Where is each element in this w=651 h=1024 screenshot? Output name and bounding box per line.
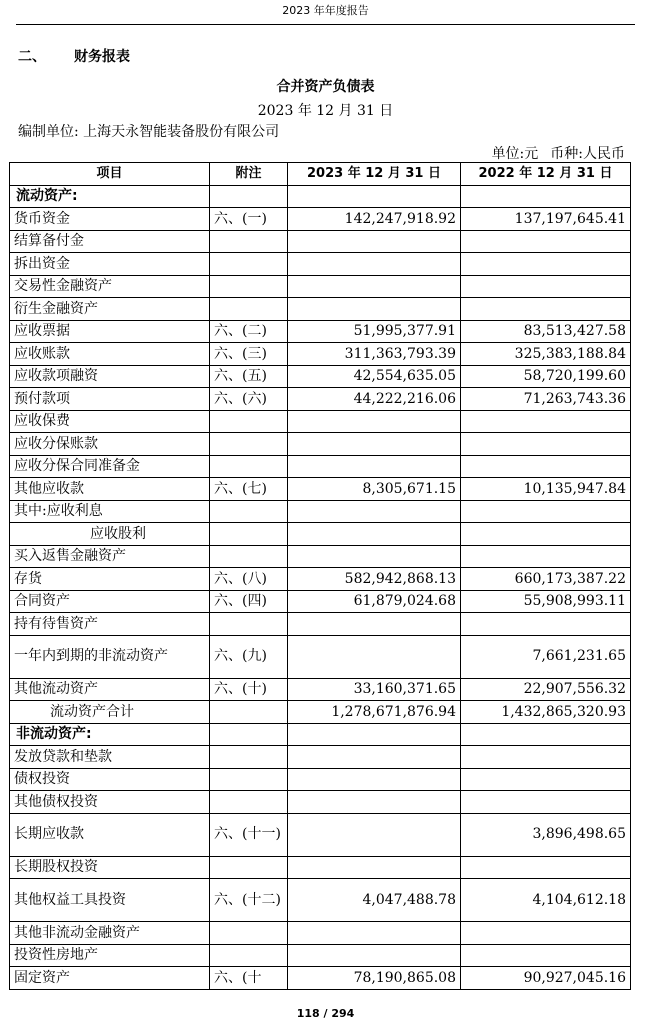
row-amount-2022: 83,513,427.58 [461, 320, 631, 343]
row-item: 其他应收款 [10, 478, 210, 501]
row-amount-2023 [288, 922, 461, 945]
row-amount-2022 [461, 253, 631, 276]
row-item: 货币资金 [10, 208, 210, 231]
table-row [10, 410, 631, 433]
row-item: 其他非流动金融资产 [10, 922, 210, 945]
row-item: 其中:应收利息 [10, 500, 210, 523]
row-amount-2022 [461, 856, 631, 879]
row-note [210, 768, 288, 791]
row-item: 持有待售资产 [10, 613, 210, 636]
row-note: 六、(十一) [210, 813, 288, 856]
row-item: 流动资产合计 [10, 701, 210, 724]
header-item: 项目 [10, 163, 210, 186]
row-item: 交易性金融资产 [10, 275, 210, 298]
row-note [210, 275, 288, 298]
table-row [10, 433, 631, 456]
row-amount-2023: 311,363,793.39 [288, 343, 461, 366]
row-item: 合同资产 [10, 590, 210, 613]
row-amount-2022: 1,432,865,320.93 [461, 701, 631, 724]
header-2022: 2022 年 12 月 31 日 [461, 163, 631, 186]
row-amount-2022: 3,896,498.65 [461, 813, 631, 856]
row-amount-2022 [461, 723, 631, 746]
row-note: 六、(六) [210, 388, 288, 411]
row-amount-2022 [461, 922, 631, 945]
row-note: 六、(二) [210, 320, 288, 343]
row-amount-2022: 660,173,387.22 [461, 568, 631, 591]
row-item: 其他权益工具投资 [10, 879, 210, 922]
row-amount-2023 [288, 746, 461, 769]
table-header-row [10, 163, 631, 186]
row-item: 其他债权投资 [10, 791, 210, 814]
row-item: 流动资产: [10, 185, 210, 208]
row-amount-2023 [288, 813, 461, 856]
row-item: 应收分保账款 [10, 433, 210, 456]
row-amount-2023 [288, 768, 461, 791]
row-note [210, 545, 288, 568]
table-row [10, 388, 631, 411]
row-amount-2022: 4,104,612.18 [461, 879, 631, 922]
row-amount-2023: 1,278,671,876.94 [288, 701, 461, 724]
table-row [10, 253, 631, 276]
row-item: 衍生金融资产 [10, 298, 210, 321]
row-amount-2022 [461, 746, 631, 769]
table-row [10, 185, 631, 208]
row-amount-2023: 4,047,488.78 [288, 879, 461, 922]
row-amount-2022 [461, 613, 631, 636]
page-header: 2023 年年度报告 [16, 0, 635, 25]
row-amount-2022 [461, 768, 631, 791]
row-note: 六、(十 [210, 967, 288, 990]
row-amount-2023: 33,160,371.65 [288, 678, 461, 701]
unit-label: 单位:元 [491, 146, 539, 162]
row-note [210, 230, 288, 253]
row-note: 六、(五) [210, 365, 288, 388]
row-amount-2023 [288, 433, 461, 456]
section-title: 财务报表 [74, 49, 130, 65]
row-note [210, 523, 288, 546]
row-note [210, 298, 288, 321]
row-amount-2022 [461, 230, 631, 253]
row-amount-2022: 22,907,556.32 [461, 678, 631, 701]
row-item: 结算备付金 [10, 230, 210, 253]
table-row [10, 298, 631, 321]
table-row [10, 208, 631, 231]
statement-date: 2023 年 12 月 31 日 [257, 103, 394, 119]
row-note: 六、(三) [210, 343, 288, 366]
row-item: 非流动资产: [10, 723, 210, 746]
row-amount-2023 [288, 185, 461, 208]
row-item: 一年内到期的非流动资产 [10, 635, 210, 678]
row-amount-2022 [461, 944, 631, 967]
row-item: 固定资产 [10, 967, 210, 990]
currency-label: 币种:人民币 [550, 146, 625, 162]
section-number: 二、 [18, 49, 46, 65]
table-row [10, 320, 631, 343]
row-amount-2023: 582,942,868.13 [288, 568, 461, 591]
row-amount-2023: 142,247,918.92 [288, 208, 461, 231]
row-amount-2022: 137,197,645.41 [461, 208, 631, 231]
row-note [210, 613, 288, 636]
row-item: 应收票据 [10, 320, 210, 343]
row-note [210, 922, 288, 945]
row-note: 六、(十) [210, 678, 288, 701]
row-amount-2022 [461, 275, 631, 298]
row-amount-2022 [461, 791, 631, 814]
company-line: 编制单位: 上海天永智能装备股份有限公司 [18, 124, 280, 140]
table-row [10, 856, 631, 879]
row-amount-2022 [461, 500, 631, 523]
row-note: 六、(七) [210, 478, 288, 501]
table-row [10, 768, 631, 791]
table-row [10, 230, 631, 253]
table-row [10, 343, 631, 366]
row-note [210, 944, 288, 967]
table-row [10, 568, 631, 591]
statement-title: 合并资产负债表 [276, 79, 375, 95]
table-row [10, 455, 631, 478]
row-note [210, 791, 288, 814]
row-item: 存货 [10, 568, 210, 591]
row-amount-2022 [461, 410, 631, 433]
table-row [10, 967, 631, 990]
row-amount-2023: 42,554,635.05 [288, 365, 461, 388]
row-item: 应收分保合同准备金 [10, 455, 210, 478]
table-row [10, 590, 631, 613]
row-amount-2022 [461, 433, 631, 456]
row-note: 六、(四) [210, 590, 288, 613]
row-amount-2023: 44,222,216.06 [288, 388, 461, 411]
row-amount-2022 [461, 523, 631, 546]
row-note [210, 253, 288, 276]
row-item: 应收股利 [10, 523, 210, 546]
row-note [210, 856, 288, 879]
header-note: 附注 [210, 163, 288, 186]
table-row [10, 701, 631, 724]
row-item: 买入返售金融资产 [10, 545, 210, 568]
table-row [10, 723, 631, 746]
unit-line [492, 143, 625, 163]
table-row [10, 613, 631, 636]
row-amount-2022: 10,135,947.84 [461, 478, 631, 501]
table-row [10, 275, 631, 298]
row-item: 投资性房地产 [10, 944, 210, 967]
table-row [10, 791, 631, 814]
row-amount-2022 [461, 545, 631, 568]
row-item: 应收账款 [10, 343, 210, 366]
row-item: 债权投资 [10, 768, 210, 791]
row-amount-2023 [288, 253, 461, 276]
row-item: 发放贷款和垫款 [10, 746, 210, 769]
row-item: 预付款项 [10, 388, 210, 411]
balance-sheet-table [9, 162, 631, 990]
row-amount-2023: 78,190,865.08 [288, 967, 461, 990]
row-amount-2023: 8,305,671.15 [288, 478, 461, 501]
row-amount-2023 [288, 298, 461, 321]
row-note: 六、(八) [210, 568, 288, 591]
row-note [210, 410, 288, 433]
row-amount-2022 [461, 185, 631, 208]
row-amount-2023 [288, 856, 461, 879]
row-amount-2023 [288, 275, 461, 298]
table-row [10, 478, 631, 501]
row-note [210, 455, 288, 478]
row-note [210, 433, 288, 456]
table-row [10, 523, 631, 546]
row-note [210, 185, 288, 208]
row-amount-2023 [288, 455, 461, 478]
row-amount-2023 [288, 613, 461, 636]
row-note [210, 500, 288, 523]
row-amount-2023 [288, 410, 461, 433]
row-note: 六、(一) [210, 208, 288, 231]
row-amount-2023 [288, 791, 461, 814]
header-2023: 2023 年 12 月 31 日 [288, 163, 461, 186]
row-amount-2023 [288, 723, 461, 746]
row-item: 拆出资金 [10, 253, 210, 276]
row-note [210, 701, 288, 724]
row-note [210, 723, 288, 746]
page-number: 118 / 294 [296, 1007, 355, 1020]
row-amount-2023 [288, 523, 461, 546]
row-amount-2022: 55,908,993.11 [461, 590, 631, 613]
row-amount-2023: 51,995,377.91 [288, 320, 461, 343]
row-amount-2023 [288, 230, 461, 253]
table-row [10, 746, 631, 769]
row-amount-2022: 7,661,231.65 [461, 635, 631, 678]
row-item: 长期应收款 [10, 813, 210, 856]
row-amount-2022: 90,927,045.16 [461, 967, 631, 990]
row-amount-2022 [461, 455, 631, 478]
table-row [10, 879, 631, 922]
table-row [10, 813, 631, 856]
row-amount-2022: 58,720,199.60 [461, 365, 631, 388]
row-item: 应收款项融资 [10, 365, 210, 388]
row-item: 其他流动资产 [10, 678, 210, 701]
row-note: 六、(九) [210, 635, 288, 678]
row-amount-2023 [288, 944, 461, 967]
table-row [10, 678, 631, 701]
row-amount-2023 [288, 635, 461, 678]
row-amount-2022: 71,263,743.36 [461, 388, 631, 411]
table-row [10, 365, 631, 388]
row-amount-2022: 325,383,188.84 [461, 343, 631, 366]
table-row [10, 500, 631, 523]
row-amount-2023 [288, 545, 461, 568]
table-row [10, 545, 631, 568]
row-amount-2023: 61,879,024.68 [288, 590, 461, 613]
row-amount-2022 [461, 298, 631, 321]
table-row [10, 635, 631, 678]
row-item: 长期股权投资 [10, 856, 210, 879]
row-item: 应收保费 [10, 410, 210, 433]
row-note [210, 746, 288, 769]
row-note: 六、(十二) [210, 879, 288, 922]
table-row [10, 944, 631, 967]
row-amount-2023 [288, 500, 461, 523]
section-heading [18, 46, 130, 66]
table-row [10, 922, 631, 945]
